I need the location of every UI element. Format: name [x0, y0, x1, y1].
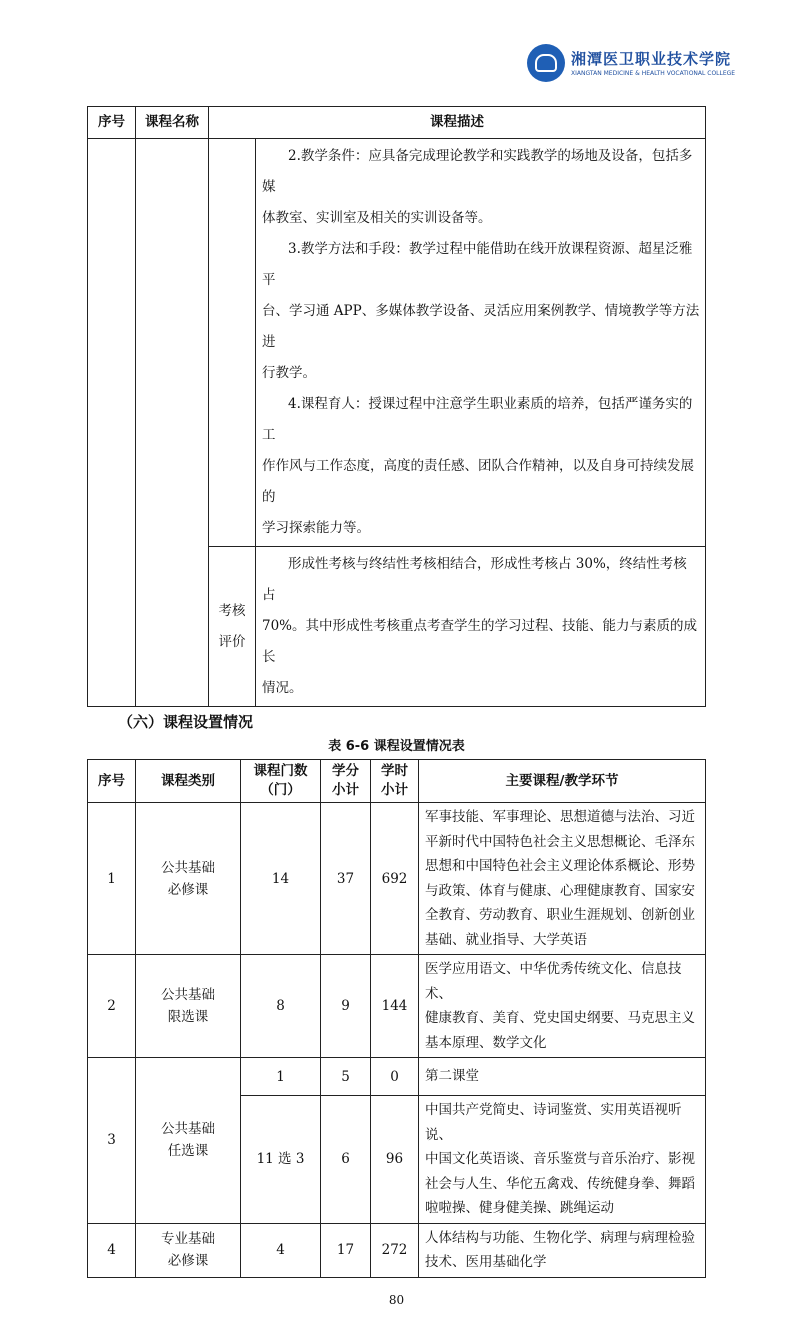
- row-credits: 5: [321, 1058, 371, 1096]
- header-category: 课程类别: [136, 760, 241, 803]
- table-row: [88, 1058, 706, 1096]
- course-setting-table: [87, 759, 706, 1278]
- row-hours: 272: [371, 1223, 419, 1277]
- logo-text-en: XIANGTAN MEDICINE & HEALTH VOCATIONAL COLLEGE: [571, 69, 736, 77]
- no-cell: [88, 139, 136, 707]
- header-course-name: 课程名称: [136, 107, 209, 139]
- course-description-table: [87, 106, 706, 707]
- table-caption: 表 6-6 课程设置情况表: [328, 739, 465, 754]
- row-credits: 6: [321, 1096, 371, 1224]
- row-hours: 0: [371, 1058, 419, 1096]
- table-row: [88, 803, 706, 955]
- row-count: 11 选 3: [241, 1096, 321, 1224]
- row-no: 2: [88, 955, 136, 1058]
- sub-label-cell: [209, 139, 256, 547]
- header-course-count: 课程门数 （门）: [241, 760, 321, 803]
- logo-text-cn: 湘潭医卫职业技术学院: [571, 49, 732, 68]
- row-courses: 军事技能、军事理论、思想道德与法治、习近 平新时代中国特色社会主义思想概论、毛泽东 思想和中国特色社会主义理论体系概论、形势 与政策、体育与健康、心理健康教育、国家安 全教育、劳动教育、职业生涯规划、创新创业 基础、就业指导、大学英语: [419, 803, 706, 955]
- header-main-courses: 主要课程/教学环节: [419, 760, 706, 803]
- assessment-description: 形成性考核与终结性考核相结合，形成性考核占 30%，终结性考核占 70%。其中形成性考核重点考查学生的学习过程、技能、能力与素质的成长 情况。: [256, 547, 706, 707]
- row-credits: 9: [321, 955, 371, 1058]
- row-count: 1: [241, 1058, 321, 1096]
- row-category: 专业基础 必修课: [136, 1223, 241, 1277]
- row-no: 1: [88, 803, 136, 955]
- section-title: （六）课程设置情况: [118, 713, 254, 731]
- row-courses: 人体结构与功能、生物化学、病理与病理检验 技术、医用基础化学: [419, 1223, 706, 1277]
- header-no: 序号: [88, 760, 136, 803]
- row-credits: 37: [321, 803, 371, 955]
- assessment-label: 考核 评价: [209, 547, 256, 707]
- table-row: [88, 955, 706, 1058]
- row-courses: 医学应用语文、中华优秀传统文化、信息技术、 健康教育、美育、党史国史纲要、马克思主义 基本原理、数学文化: [419, 955, 706, 1058]
- row-courses: 中国共产党简史、诗词鉴赏、实用英语视听说、 中国文化英语谈、音乐鉴赏与音乐治疗、影视 社会与人生、华佗五禽戏、传统健身拳、舞蹈 啦啦操、健身健美操、跳绳运动: [419, 1096, 706, 1224]
- header-credits: 学分 小计: [321, 760, 371, 803]
- row-category: 公共基础 限选课: [136, 955, 241, 1058]
- course-name-cell: [136, 139, 209, 707]
- row-no: 3: [88, 1058, 136, 1224]
- row-hours: 692: [371, 803, 419, 955]
- row-category: 公共基础 必修课: [136, 803, 241, 955]
- teaching-description: 2.教学条件：应具备完成理论教学和实践教学的场地及设备，包括多媒 体教室、实训室及相关的实训设备等。 3.教学方法和手段：教学过程中能借助在线开放课程资源、超星泛雅平 台、学习通 APP、多媒体教学设备、灵活应用案例教学、情境教学等方法进 行教学。 4.课程育人：授课过程中注意学生职业素质的培养，包括严谨务实的工 作作风与工作态度，高度的责任感、团队合作精神，以及自身可持续发展的 学习探索能力等。: [256, 139, 706, 547]
- page-number: 80: [388, 1292, 405, 1307]
- row-count: 4: [241, 1223, 321, 1277]
- row-courses: 第二课堂: [419, 1058, 706, 1096]
- table-row: [88, 1223, 706, 1277]
- header-course-description: 课程描述: [209, 107, 706, 139]
- header-no: 序号: [88, 107, 136, 139]
- row-credits: 17: [321, 1223, 371, 1277]
- row-hours: 96: [371, 1096, 419, 1224]
- row-no: 4: [88, 1223, 136, 1277]
- header-hours: 学时 小计: [371, 760, 419, 803]
- row-count: 14: [241, 803, 321, 955]
- row-category: 公共基础 任选课: [136, 1058, 241, 1224]
- row-hours: 144: [371, 955, 419, 1058]
- row-count: 8: [241, 955, 321, 1058]
